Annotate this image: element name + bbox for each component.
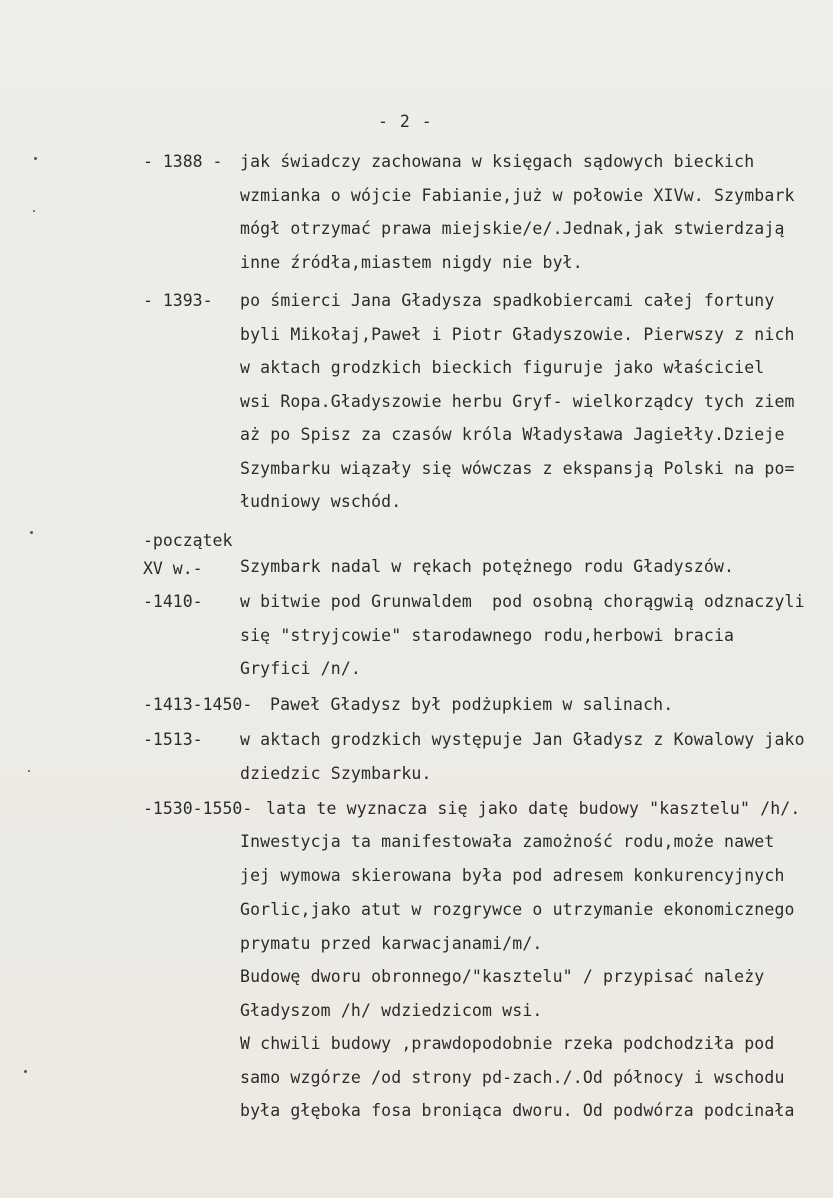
entry-year-label: -1413-1450- xyxy=(143,695,253,714)
text-line: dziedzic Szymbarku. xyxy=(240,764,432,783)
text-line: Szymbarku wiązały się wówczas z ekspansją Polski na po= xyxy=(240,459,795,478)
text-line: Gorlic,jako atut w rozgrywce o utrzymanie ekonomicznego xyxy=(240,900,795,919)
text-line: aż po Spisz za czasów króla Władysława Jagiełły.Dzieje xyxy=(240,425,785,444)
scan-speck xyxy=(30,531,33,534)
entry-year-label: -1530-1550- xyxy=(143,799,253,818)
text-line: Paweł Gładysz był podżupkiem w salinach. xyxy=(270,695,674,714)
text-line: wsi Ropa.Gładyszowie herbu Gryf- wielkorządcy tych ziem xyxy=(240,392,795,411)
text-line: w bitwie pod Grunwaldem pod osobną chorągwią odznaczyli xyxy=(240,592,805,611)
text-line: lata te wyznacza się jako datę budowy "kasztelu" /h/. xyxy=(266,799,801,818)
entry-year-label: -1513- xyxy=(143,730,203,749)
text-line: byli Mikołaj,Paweł i Piotr Gładyszowie. Pierwszy z nich xyxy=(240,325,795,344)
text-line: jak świadczy zachowana w księgach sądowych bieckich xyxy=(240,152,755,171)
entry-year-label: -1410- xyxy=(143,592,203,611)
scan-speck xyxy=(28,770,30,772)
text-line: samo wzgórze /od strony pd-zach./.Od północy i wschodu xyxy=(240,1068,785,1087)
entry-year-label: XV w.- xyxy=(143,559,203,578)
text-line: prymatu przed karwacjanami/m/. xyxy=(240,934,543,953)
text-line: była głęboka fosa broniąca dworu. Od podwórza podcinała xyxy=(240,1101,795,1120)
text-line: W chwili budowy ,prawdopodobnie rzeka podchodziła pod xyxy=(240,1034,775,1053)
entry-year-label: - 1393- xyxy=(143,291,213,310)
text-line: inne źródła,miastem nigdy nie był. xyxy=(240,253,583,272)
text-line: wzmianka o wójcie Fabianie,już w połowie XIVw. Szymbark xyxy=(240,186,795,205)
text-line: Budowę dworu obronnego/"kasztelu" / przypisać należy xyxy=(240,967,765,986)
text-line: mógł otrzymać prawa miejskie/e/.Jednak,jak stwierdzają xyxy=(240,219,785,238)
text-line: jej wymowa skierowana była pod adresem konkurencyjnych xyxy=(240,866,785,885)
text-line: Gryfici /n/. xyxy=(240,659,362,678)
entry-year-label: - 1388 - xyxy=(143,152,223,171)
text-line: Inwestycja ta manifestowała zamożność rodu,może nawet xyxy=(240,832,775,851)
text-line: w aktach grodzkich bieckich figuruje jako właściciel xyxy=(240,358,765,377)
scan-speck xyxy=(24,1070,27,1073)
text-line: Gładyszom /h/ wdziedzicom wsi. xyxy=(240,1001,543,1020)
page-number: - 2 - xyxy=(378,112,433,131)
text-line: się "stryjcowie" starodawnego rodu,herbowi bracia xyxy=(240,626,735,645)
text-line: Szymbark nadal w rękach potężnego rodu Gładyszów. xyxy=(240,557,735,576)
scan-speck xyxy=(34,157,37,160)
text-line: w aktach grodzkich występuje Jan Gładysz z Kowalowy jako xyxy=(240,730,805,749)
text-line: łudniowy wschód. xyxy=(240,492,402,511)
scan-speck xyxy=(33,210,35,212)
text-line: po śmierci Jana Gładysza spadkobiercami całej fortuny xyxy=(240,291,775,310)
entry-year-label-top: -początek xyxy=(143,531,233,550)
